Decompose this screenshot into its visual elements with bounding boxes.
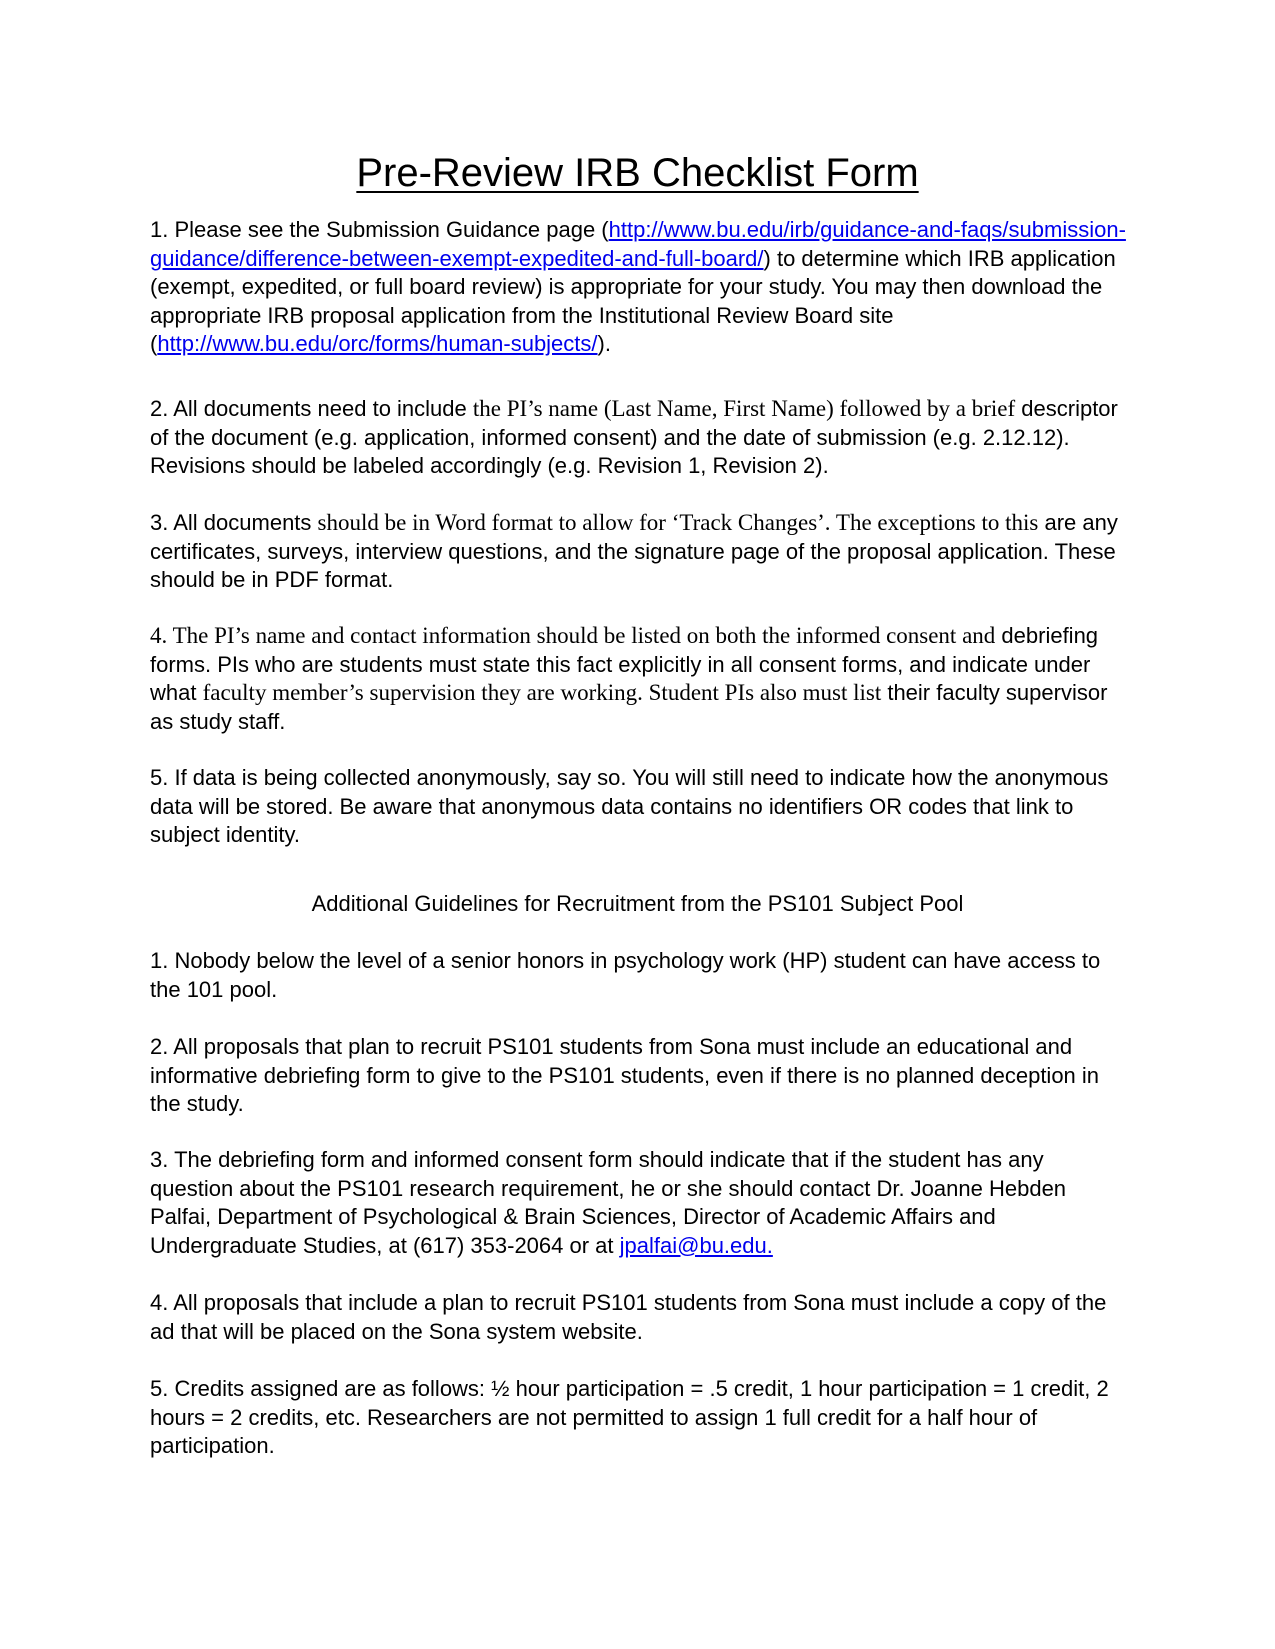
item-text: 3. All documents: [150, 510, 318, 535]
item-text-serif: should be in Word format to allow for ‘Track Changes’. The exceptions to this: [317, 510, 1039, 535]
item-text-serif: faculty member’s supervision they are working. Student PIs also must list: [202, 680, 882, 705]
item-text: 1. Please see the Submission Guidance page (: [150, 217, 609, 242]
item-text: ).: [597, 331, 611, 356]
item-text: their faculty supervisor as study staff.: [150, 680, 1108, 734]
guideline-item-2: [150, 1033, 1130, 1119]
checklist-item-5: [150, 764, 1130, 850]
section-subheading: Additional Guidelines for Recruitment from the PS101 Subject Pool: [311, 891, 964, 916]
item-text: descriptor of the document (e.g. application, informed consent) and the date of submission (e.g. 2.12.12). Revisions should be labeled accordingly (e.g. Revision 1, Revision 2).: [150, 396, 1118, 478]
item-text: 4. All proposals that include a plan to recruit PS101 students from Sona must include a copy of the ad that will be placed on the Sona system website.: [150, 1290, 1107, 1344]
checklist-item-4: [150, 622, 1130, 736]
item-text: 2. All proposals that plan to recruit PS101 students from Sona must include an educational and informative debriefing form to give to the PS101 students, even if there is no planned deception in the study.: [150, 1034, 1100, 1116]
item-text-serif: 4. The PI’s name and contact information should be listed on both the informed consent and: [150, 623, 996, 648]
guideline-item-3: [150, 1146, 1130, 1260]
guideline-item-5: [150, 1375, 1130, 1461]
checklist-item-2: [150, 395, 1130, 481]
item-text-serif: the PI’s name (Last Name, First Name) followed by a brief: [472, 396, 1016, 421]
item-text: 2. All documents need to include: [150, 396, 473, 421]
item-text: ) to determine which IRB application (exempt, expedited, or full board review) is appropriate for your study. You may then download the appropriate IRB proposal application from the Institutional Review Board site (: [150, 245, 1116, 356]
item-text: 3. The debriefing form and informed consent form should indicate that if the student has any question about the PS101 research requirement, he or she should contact Dr. Joanne Hebden Palfai, Department of Psychological & Brain Sciences, Director of Academic Affairs and Undergraduate Studies, at (617) 353-2064 or at: [150, 1147, 1067, 1258]
item-text: 5. If data is being collected anonymously, say so. You will still need to indicate how the anonymous data will be stored. Be aware that anonymous data contains no identifiers OR codes that link to subject identity.: [150, 765, 1109, 847]
submission-guidance-link[interactable]: http://www.bu.edu/irb/guidance-and-faqs/submission-guidance/difference-between-exempt-expedited-and-full-board/: [150, 217, 1126, 271]
item-text: debriefing forms. PIs who are students must state this fact explicitly in all consent forms, and indicate under what: [150, 623, 1099, 705]
guideline-item-4: [150, 1289, 1130, 1346]
guideline-item-1: [150, 947, 1130, 1004]
page-title: Pre-Review IRB Checklist Form: [356, 151, 919, 195]
human-subjects-forms-link[interactable]: http://www.bu.edu/orc/forms/human-subjects/: [157, 331, 598, 356]
item-text: are any certificates, surveys, interview questions, and the signature page of the proposal application. These should be in PDF format.: [150, 510, 1118, 592]
checklist-item-1: [150, 216, 1130, 359]
item-text: 5. Credits assigned are as follows: ½ hour participation = .5 credit, 1 hour participation = 1 credit, 2 hours = 2 credits, etc. Researchers are not permitted to assign 1 full credit for a half hour of participation.: [150, 1376, 1109, 1458]
checklist-item-3: [150, 509, 1130, 595]
item-text: 1. Nobody below the level of a senior honors in psychology work (HP) student can have access to the 101 pool.: [150, 948, 1101, 1002]
email-link[interactable]: jpalfai@bu.edu.: [619, 1232, 773, 1258]
